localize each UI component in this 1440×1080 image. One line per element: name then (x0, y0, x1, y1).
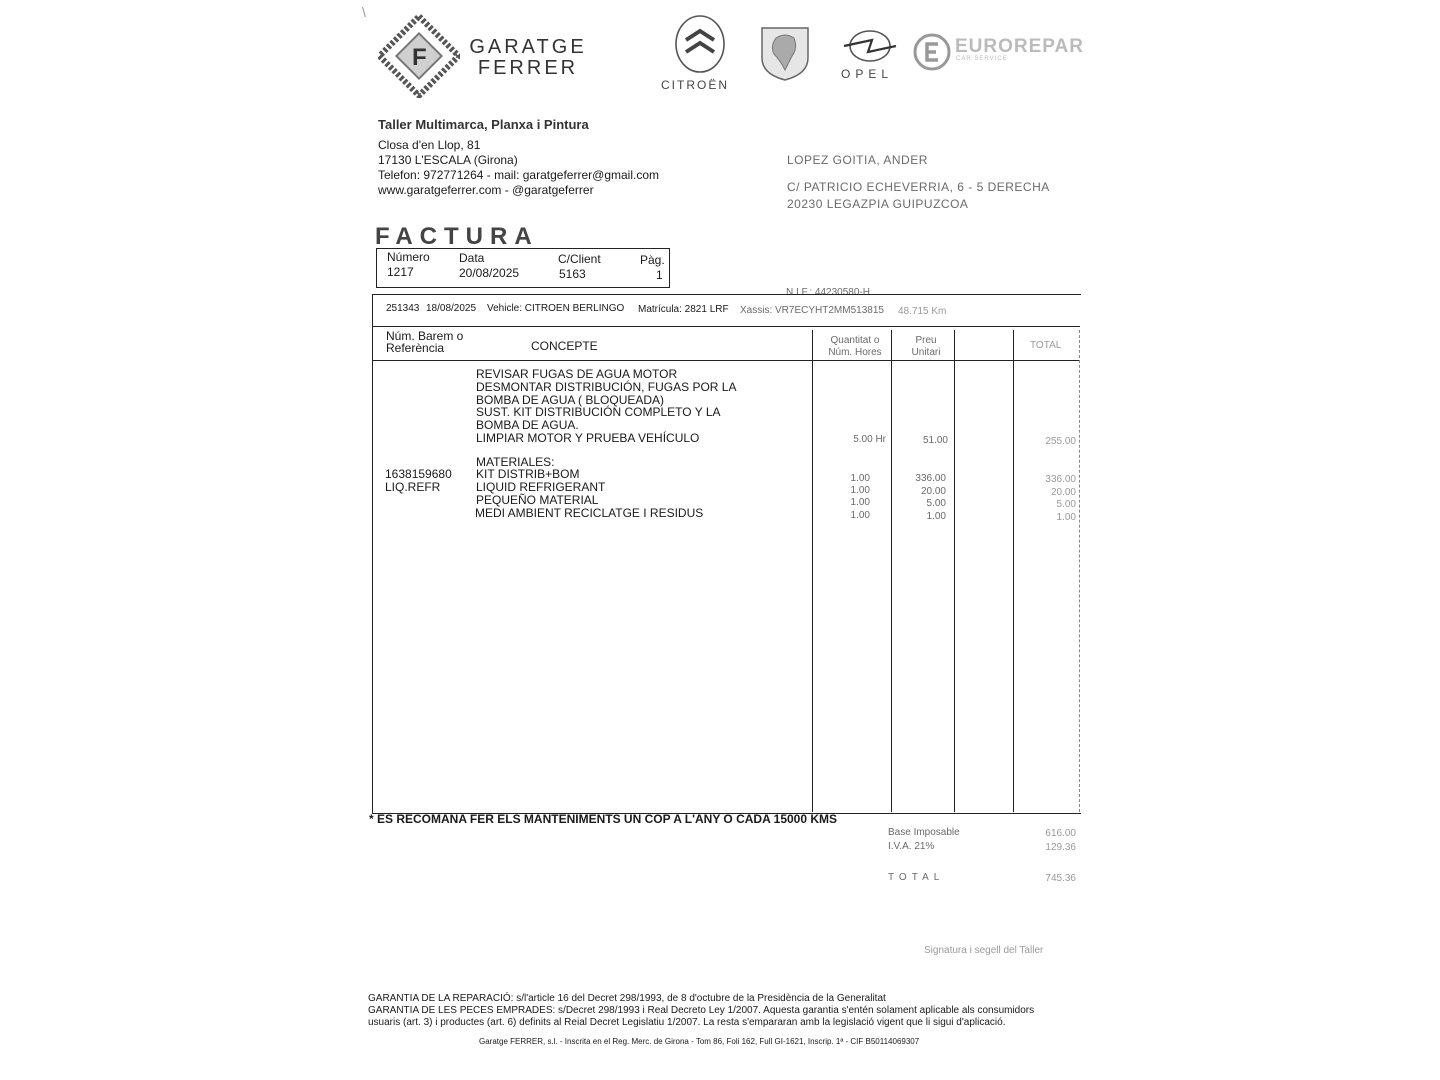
materials-label: MATERIALES: (476, 455, 555, 469)
material-ref: LIQ.REFR (385, 480, 441, 494)
material-concept: PEQUEÑO MATERIAL (476, 493, 599, 507)
opel-blitz-icon (842, 28, 898, 64)
client-address-street: C/ PATRICIO ECHEVERRIA, 6 - 5 DERECHA (787, 180, 1050, 194)
company-name-line2: FERRER (477, 57, 579, 79)
company-web: www.garatgeferrer.com - @garatgeferrer (378, 183, 594, 197)
vat-label: I.V.A. 21% (888, 841, 935, 852)
tax-base-label: Base Imposable (888, 827, 960, 838)
material-price: 20.00 (920, 486, 946, 497)
warranty-repair: GARANTIA DE LA REPARACIÓ: s/l'article 16 del Decret 298/1993, de 8 d'octubre de la Presidència de la Generalitat (368, 993, 886, 1004)
material-total: 5.00 (1056, 499, 1076, 510)
labor-line: DESMONTAR DISTRIBUCIÓN, FUGAS POR LA (476, 379, 737, 394)
header-unit-price: Preu Unitari (911, 335, 941, 358)
invoice-number-label: Número (387, 250, 430, 264)
client-name: LOPEZ GOITIA, ANDER (787, 153, 928, 167)
material-price: 5.00 (926, 498, 946, 509)
vat-value: 129.36 (1045, 842, 1076, 853)
table-divider-vehicle (373, 326, 1080, 327)
column-line-price (891, 330, 892, 812)
grand-total-label: TOTAL (888, 872, 945, 883)
labor-total: 255.00 (1045, 436, 1076, 447)
labor-line: LIMPIAR MOTOR Y PRUEBA VEHÍCULO (476, 430, 700, 445)
warranty-parts: GARANTIA DE LES PECES EMPRADES: s/Decret 298/1993 i Real Decreto Ley 1/2007. Aquesta garantia s'entén solament aplicable als consumidors (368, 1005, 1035, 1016)
logo-initial: F (412, 44, 427, 71)
invoice-date-label: Data (459, 251, 485, 265)
eurorepar-subtitle: CAR SERVICE (956, 56, 1008, 62)
invoice-page-number: 1 (656, 268, 663, 282)
vehicle-order-date: 18/08/2025 (426, 303, 477, 314)
eurorepar-emblem-icon (912, 32, 952, 72)
material-qty: 1.00 (850, 497, 870, 508)
material-total: 1.00 (1056, 512, 1076, 523)
invoice-page-label: Pàg. (640, 253, 665, 267)
labor-price: 51.00 (922, 435, 948, 446)
material-price: 1.00 (926, 511, 946, 522)
company-tagline: Taller Multimarca, Planxa i Pintura (378, 117, 589, 132)
company-registry: Garatge FERRER, s.l. - Inscrita en el Reg. Merc. de Girona - Tom 86, Foli 162, Full GI-1621, Inscrip. 1ª - CIF B50114069307 (479, 1037, 920, 1046)
material-concept: KIT DISTRIB+BOM (476, 467, 580, 481)
labor-line: BOMBA DE AGUA. (476, 418, 579, 433)
invoice-date: 20/08/2025 (459, 266, 520, 280)
tax-base-value: 616.00 (1045, 828, 1076, 839)
eurorepar-wordmark: EUROREPAR (955, 36, 1084, 57)
client-nif: N.I.F.: 44230580-H (786, 287, 870, 298)
header-total: TOTAL (1030, 340, 1062, 351)
company-name (466, 37, 590, 79)
company-address-city: 17130 L'ESCALA (Girona) (378, 153, 518, 167)
company-name-line1: GARATGE (469, 36, 587, 58)
invoice-title: FACTURA (375, 223, 539, 250)
table-divider-header (373, 360, 1080, 361)
header-quantity: Quantitat o Núm. Hores (828, 335, 882, 358)
signature-label: Signatura i segell del Taller (924, 945, 1044, 956)
company-address-street: Closa d'en Llop, 81 (378, 138, 481, 152)
material-qty: 1.00 (850, 473, 870, 484)
material-qty: 1.00 (850, 510, 870, 521)
material-total: 20.00 (1050, 487, 1076, 498)
material-total: 336.00 (1045, 474, 1076, 485)
invoice-client-label: C/Client (558, 252, 601, 266)
citroen-wordmark: CITROËN (661, 78, 729, 92)
material-concept: LIQUID REFRIGERANT (476, 480, 606, 494)
column-line-total (1013, 330, 1014, 812)
scan-mark: \ (362, 4, 366, 20)
material-qty: 1.00 (850, 485, 870, 496)
labor-hours: 5.00 Hr (853, 434, 886, 445)
material-concept: MEDI AMBIENT RECICLATGE I RESIDUS (475, 506, 704, 520)
header-concept: CONCEPTE (531, 339, 598, 353)
header-reference: Núm. Barem o Referència (386, 329, 464, 355)
labor-line: SUST. KIT DISTRIBUCIÓN COMPLETO Y LA (476, 405, 721, 420)
maintenance-recommendation: * ES RECOMANA FER ELS MANTENIMENTS UN COP A L'ANY O CADA 15000 KMS (369, 812, 838, 826)
client-address-city: 20230 LEGAZPIA GUIPUZCOA (787, 197, 969, 211)
vehicle-chassis: Xassis: VR7ECYHT2MM513815 (740, 305, 884, 316)
invoice-client-code: 5163 (559, 267, 586, 281)
labor-line: BOMBA DE AGUA ( BLOQUEADA) (476, 392, 665, 407)
garatge-ferrer-logo-icon (378, 14, 460, 98)
material-ref: 1638159680 (385, 467, 452, 481)
column-line-right-edge (1079, 330, 1080, 812)
labor-description (476, 368, 736, 445)
grand-total-value: 745.36 (1045, 873, 1076, 884)
vehicle-order-number: 251343 (386, 303, 420, 314)
peugeot-lion-icon (758, 24, 812, 82)
company-phone-mail: Telefon: 972771264 - mail: garatgeferrer@gmail.com (378, 168, 659, 182)
vehicle-plate: Matrícula: 2821 LRF (638, 304, 729, 315)
invoice-number: 1217 (387, 265, 414, 279)
column-line-qty (812, 330, 813, 812)
labor-line: REVISAR FUGAS DE AGUA MOTOR (476, 367, 678, 381)
vehicle-model: Vehicle: CITROEN BERLINGO (487, 303, 625, 314)
opel-wordmark: OPEL (841, 67, 894, 81)
vehicle-km: 48.715 Km (898, 306, 947, 317)
warranty-parts-continued: usuaris (art. 3) i productes (art. 6) definits al Reial Decret Legislatiu 1/2007. La resta s'empararan amb la legislació vigent que li sigui d'aplicació. (368, 1017, 1006, 1028)
material-price: 336.00 (915, 473, 946, 484)
column-line-discount (954, 330, 955, 812)
citroen-chevrons-icon (672, 14, 728, 74)
